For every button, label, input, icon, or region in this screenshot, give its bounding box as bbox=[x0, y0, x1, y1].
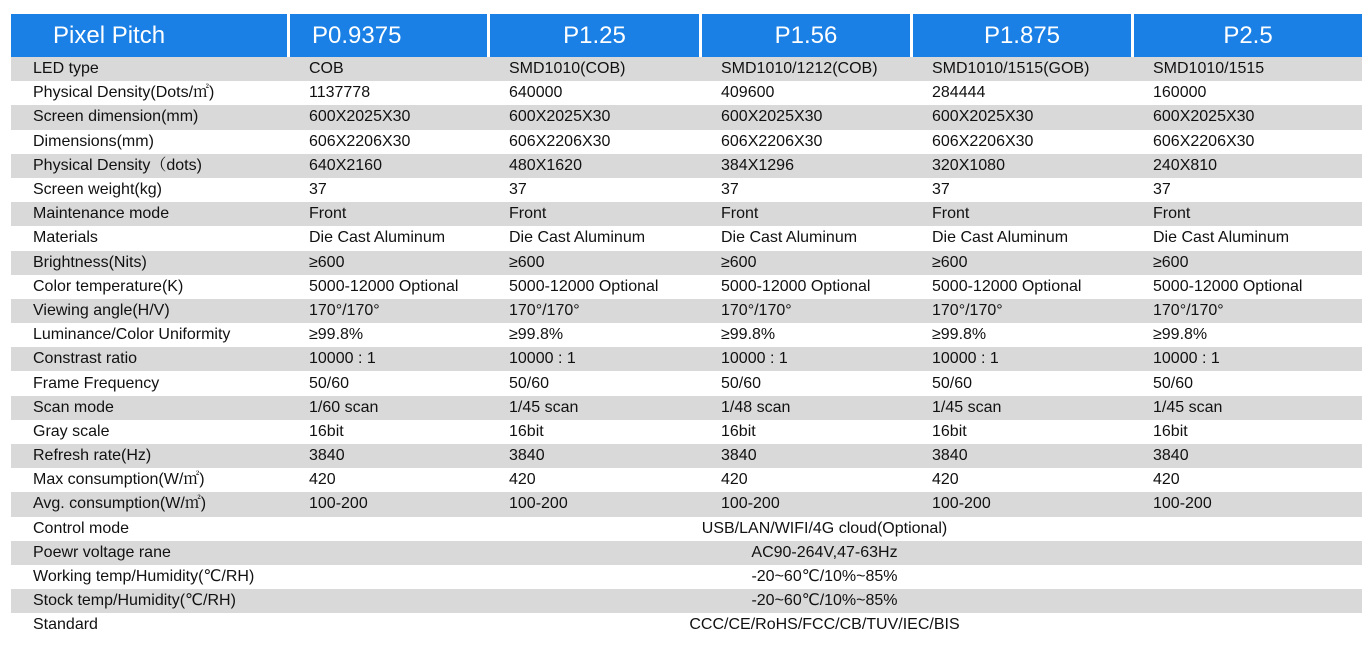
table-row bbox=[11, 420, 1362, 444]
table-cell: SMD1010/1515 bbox=[1131, 57, 1362, 81]
table-cell: Die Cast Aluminum bbox=[699, 226, 910, 250]
header-label: Pixel Pitch bbox=[11, 14, 287, 57]
table-cell: 170°/170° bbox=[1131, 299, 1362, 323]
table-cell: 50/60 bbox=[910, 371, 1131, 395]
table-cell: 10000 : 1 bbox=[487, 347, 699, 371]
table-cell: Front bbox=[699, 202, 910, 226]
table-cell: Front bbox=[910, 202, 1131, 226]
table-row bbox=[11, 154, 1362, 178]
row-label: Viewing angle(H/V) bbox=[11, 299, 287, 323]
row-label: Physical Density(Dots/㎡) bbox=[11, 81, 287, 105]
table-cell: 10000 : 1 bbox=[287, 347, 487, 371]
table-cell: 420 bbox=[910, 468, 1131, 492]
row-label: Gray scale bbox=[11, 420, 287, 444]
table-row bbox=[11, 275, 1362, 299]
table-cell: 100-200 bbox=[487, 492, 699, 516]
table-cell: 100-200 bbox=[287, 492, 487, 516]
table-row bbox=[11, 105, 1362, 129]
table-cell: 100-200 bbox=[699, 492, 910, 516]
header-pitch: P2.5 bbox=[1131, 14, 1362, 57]
header-row bbox=[11, 14, 1362, 57]
table-cell: 1137778 bbox=[287, 81, 487, 105]
table-cell: 600X2025X30 bbox=[487, 105, 699, 129]
merged-cell: -20~60℃/10%~85% bbox=[287, 565, 1362, 589]
table-cell: 37 bbox=[287, 178, 487, 202]
table-cell: 16bit bbox=[910, 420, 1131, 444]
spec-table-container bbox=[11, 14, 1362, 638]
table-row bbox=[11, 517, 1362, 541]
table-cell: 170°/170° bbox=[699, 299, 910, 323]
table-cell: Front bbox=[1131, 202, 1362, 226]
table-cell: 3840 bbox=[487, 444, 699, 468]
row-label: Color temperature(K) bbox=[11, 275, 287, 299]
table-cell: 10000 : 1 bbox=[1131, 347, 1362, 371]
table-cell: 1/60 scan bbox=[287, 396, 487, 420]
table-cell: 3840 bbox=[910, 444, 1131, 468]
table-cell: 37 bbox=[487, 178, 699, 202]
table-cell: 640000 bbox=[487, 81, 699, 105]
header-pitch: P0.9375 bbox=[287, 14, 487, 57]
table-cell: 1/45 scan bbox=[910, 396, 1131, 420]
table-cell: Front bbox=[487, 202, 699, 226]
table-cell: 10000 : 1 bbox=[910, 347, 1131, 371]
row-label: Physical Density（dots) bbox=[11, 154, 287, 178]
row-label: Max consumption(W/㎡) bbox=[11, 468, 287, 492]
table-cell: ≥600 bbox=[699, 251, 910, 275]
row-label: Screen dimension(mm) bbox=[11, 105, 287, 129]
table-cell: ≥99.8% bbox=[1131, 323, 1362, 347]
table-cell: 5000-12000 Optional bbox=[487, 275, 699, 299]
table-cell: 600X2025X30 bbox=[287, 105, 487, 129]
table-cell: 50/60 bbox=[699, 371, 910, 395]
table-row bbox=[11, 81, 1362, 105]
table-cell: 5000-12000 Optional bbox=[910, 275, 1131, 299]
row-label: Constrast ratio bbox=[11, 347, 287, 371]
table-cell: 5000-12000 Optional bbox=[699, 275, 910, 299]
table-row bbox=[11, 178, 1362, 202]
table-cell: 600X2025X30 bbox=[910, 105, 1131, 129]
table-cell: Die Cast Aluminum bbox=[487, 226, 699, 250]
table-cell: 16bit bbox=[699, 420, 910, 444]
table-cell: 600X2025X30 bbox=[699, 105, 910, 129]
table-cell: SMD1010/1212(COB) bbox=[699, 57, 910, 81]
table-cell: 16bit bbox=[487, 420, 699, 444]
table-row bbox=[11, 444, 1362, 468]
table-cell: ≥600 bbox=[1131, 251, 1362, 275]
header-pitch: P1.56 bbox=[699, 14, 910, 57]
row-label: Brightness(Nits) bbox=[11, 251, 287, 275]
table-row bbox=[11, 371, 1362, 395]
table-row bbox=[11, 251, 1362, 275]
table-cell: 284444 bbox=[910, 81, 1131, 105]
table-cell: Die Cast Aluminum bbox=[910, 226, 1131, 250]
table-row bbox=[11, 565, 1362, 589]
table-cell: 37 bbox=[910, 178, 1131, 202]
table-row bbox=[11, 57, 1362, 81]
table-cell: 420 bbox=[287, 468, 487, 492]
table-cell: 5000-12000 Optional bbox=[1131, 275, 1362, 299]
table-cell: 37 bbox=[1131, 178, 1362, 202]
table-cell: 1/45 scan bbox=[1131, 396, 1362, 420]
row-label: Screen weight(kg) bbox=[11, 178, 287, 202]
table-cell: ≥600 bbox=[910, 251, 1131, 275]
table-cell: 600X2025X30 bbox=[1131, 105, 1362, 129]
table-cell: Front bbox=[287, 202, 487, 226]
table-cell: 606X2206X30 bbox=[699, 130, 910, 154]
row-label: Scan mode bbox=[11, 396, 287, 420]
table-cell: SMD1010/1515(GOB) bbox=[910, 57, 1131, 81]
table-row bbox=[11, 226, 1362, 250]
table-cell: 3840 bbox=[287, 444, 487, 468]
row-label: Working temp/Humidity(℃/RH) bbox=[11, 565, 287, 589]
row-label: Refresh rate(Hz) bbox=[11, 444, 287, 468]
table-cell: 170°/170° bbox=[910, 299, 1131, 323]
table-cell: 3840 bbox=[1131, 444, 1362, 468]
table-row bbox=[11, 347, 1362, 371]
spec-table bbox=[11, 14, 1362, 638]
table-cell: 606X2206X30 bbox=[910, 130, 1131, 154]
table-cell: 420 bbox=[699, 468, 910, 492]
row-label: Maintenance mode bbox=[11, 202, 287, 226]
table-cell: 480X1620 bbox=[487, 154, 699, 178]
table-cell: 409600 bbox=[699, 81, 910, 105]
table-cell: 170°/170° bbox=[487, 299, 699, 323]
table-cell: 420 bbox=[487, 468, 699, 492]
table-row bbox=[11, 468, 1362, 492]
row-label: Materials bbox=[11, 226, 287, 250]
table-cell: 16bit bbox=[287, 420, 487, 444]
table-cell: 160000 bbox=[1131, 81, 1362, 105]
table-row bbox=[11, 299, 1362, 323]
row-label: Stock temp/Humidity(℃/RH) bbox=[11, 589, 287, 613]
table-cell: 320X1080 bbox=[910, 154, 1131, 178]
table-cell: 640X2160 bbox=[287, 154, 487, 178]
row-label: Avg. consumption(W/㎡) bbox=[11, 492, 287, 516]
table-cell: 100-200 bbox=[910, 492, 1131, 516]
row-label: Standard bbox=[11, 613, 287, 637]
table-cell: ≥99.8% bbox=[287, 323, 487, 347]
spec-body bbox=[11, 57, 1362, 638]
table-cell: COB bbox=[287, 57, 487, 81]
row-label: LED type bbox=[11, 57, 287, 81]
table-cell: ≥600 bbox=[287, 251, 487, 275]
table-cell: ≥99.8% bbox=[699, 323, 910, 347]
table-row bbox=[11, 130, 1362, 154]
row-label: Frame Frequency bbox=[11, 371, 287, 395]
table-cell: Die Cast Aluminum bbox=[287, 226, 487, 250]
header-pitch: P1.875 bbox=[910, 14, 1131, 57]
merged-cell: USB/LAN/WIFI/4G cloud(Optional) bbox=[287, 517, 1362, 541]
table-row bbox=[11, 589, 1362, 613]
merged-cell: AC90-264V,47-63Hz bbox=[287, 541, 1362, 565]
table-cell: 50/60 bbox=[487, 371, 699, 395]
table-cell: 240X810 bbox=[1131, 154, 1362, 178]
table-row bbox=[11, 541, 1362, 565]
table-cell: 606X2206X30 bbox=[487, 130, 699, 154]
table-row bbox=[11, 492, 1362, 516]
table-cell: 3840 bbox=[699, 444, 910, 468]
table-row bbox=[11, 613, 1362, 637]
table-cell: 384X1296 bbox=[699, 154, 910, 178]
merged-cell: CCC/CE/RoHS/FCC/CB/TUV/IEC/BIS bbox=[287, 613, 1362, 637]
table-cell: 37 bbox=[699, 178, 910, 202]
table-cell: 50/60 bbox=[1131, 371, 1362, 395]
table-cell: ≥99.8% bbox=[910, 323, 1131, 347]
table-cell: 10000 : 1 bbox=[699, 347, 910, 371]
table-cell: ≥600 bbox=[487, 251, 699, 275]
merged-cell: -20~60℃/10%~85% bbox=[287, 589, 1362, 613]
table-cell: 16bit bbox=[1131, 420, 1362, 444]
table-row bbox=[11, 323, 1362, 347]
table-cell: SMD1010(COB) bbox=[487, 57, 699, 81]
row-label: Control mode bbox=[11, 517, 287, 541]
table-row bbox=[11, 396, 1362, 420]
table-cell: 1/45 scan bbox=[487, 396, 699, 420]
table-cell: 50/60 bbox=[287, 371, 487, 395]
table-cell: ≥99.8% bbox=[487, 323, 699, 347]
table-cell: 606X2206X30 bbox=[1131, 130, 1362, 154]
row-label: Poewr voltage rane bbox=[11, 541, 287, 565]
table-cell: 420 bbox=[1131, 468, 1362, 492]
table-cell: 1/48 scan bbox=[699, 396, 910, 420]
table-cell: 100-200 bbox=[1131, 492, 1362, 516]
table-cell: 5000-12000 Optional bbox=[287, 275, 487, 299]
header-pitch: P1.25 bbox=[487, 14, 699, 57]
table-cell: 606X2206X30 bbox=[287, 130, 487, 154]
row-label: Luminance/Color Uniformity bbox=[11, 323, 287, 347]
table-cell: Die Cast Aluminum bbox=[1131, 226, 1362, 250]
row-label: Dimensions(mm) bbox=[11, 130, 287, 154]
table-row bbox=[11, 202, 1362, 226]
table-cell: 170°/170° bbox=[287, 299, 487, 323]
